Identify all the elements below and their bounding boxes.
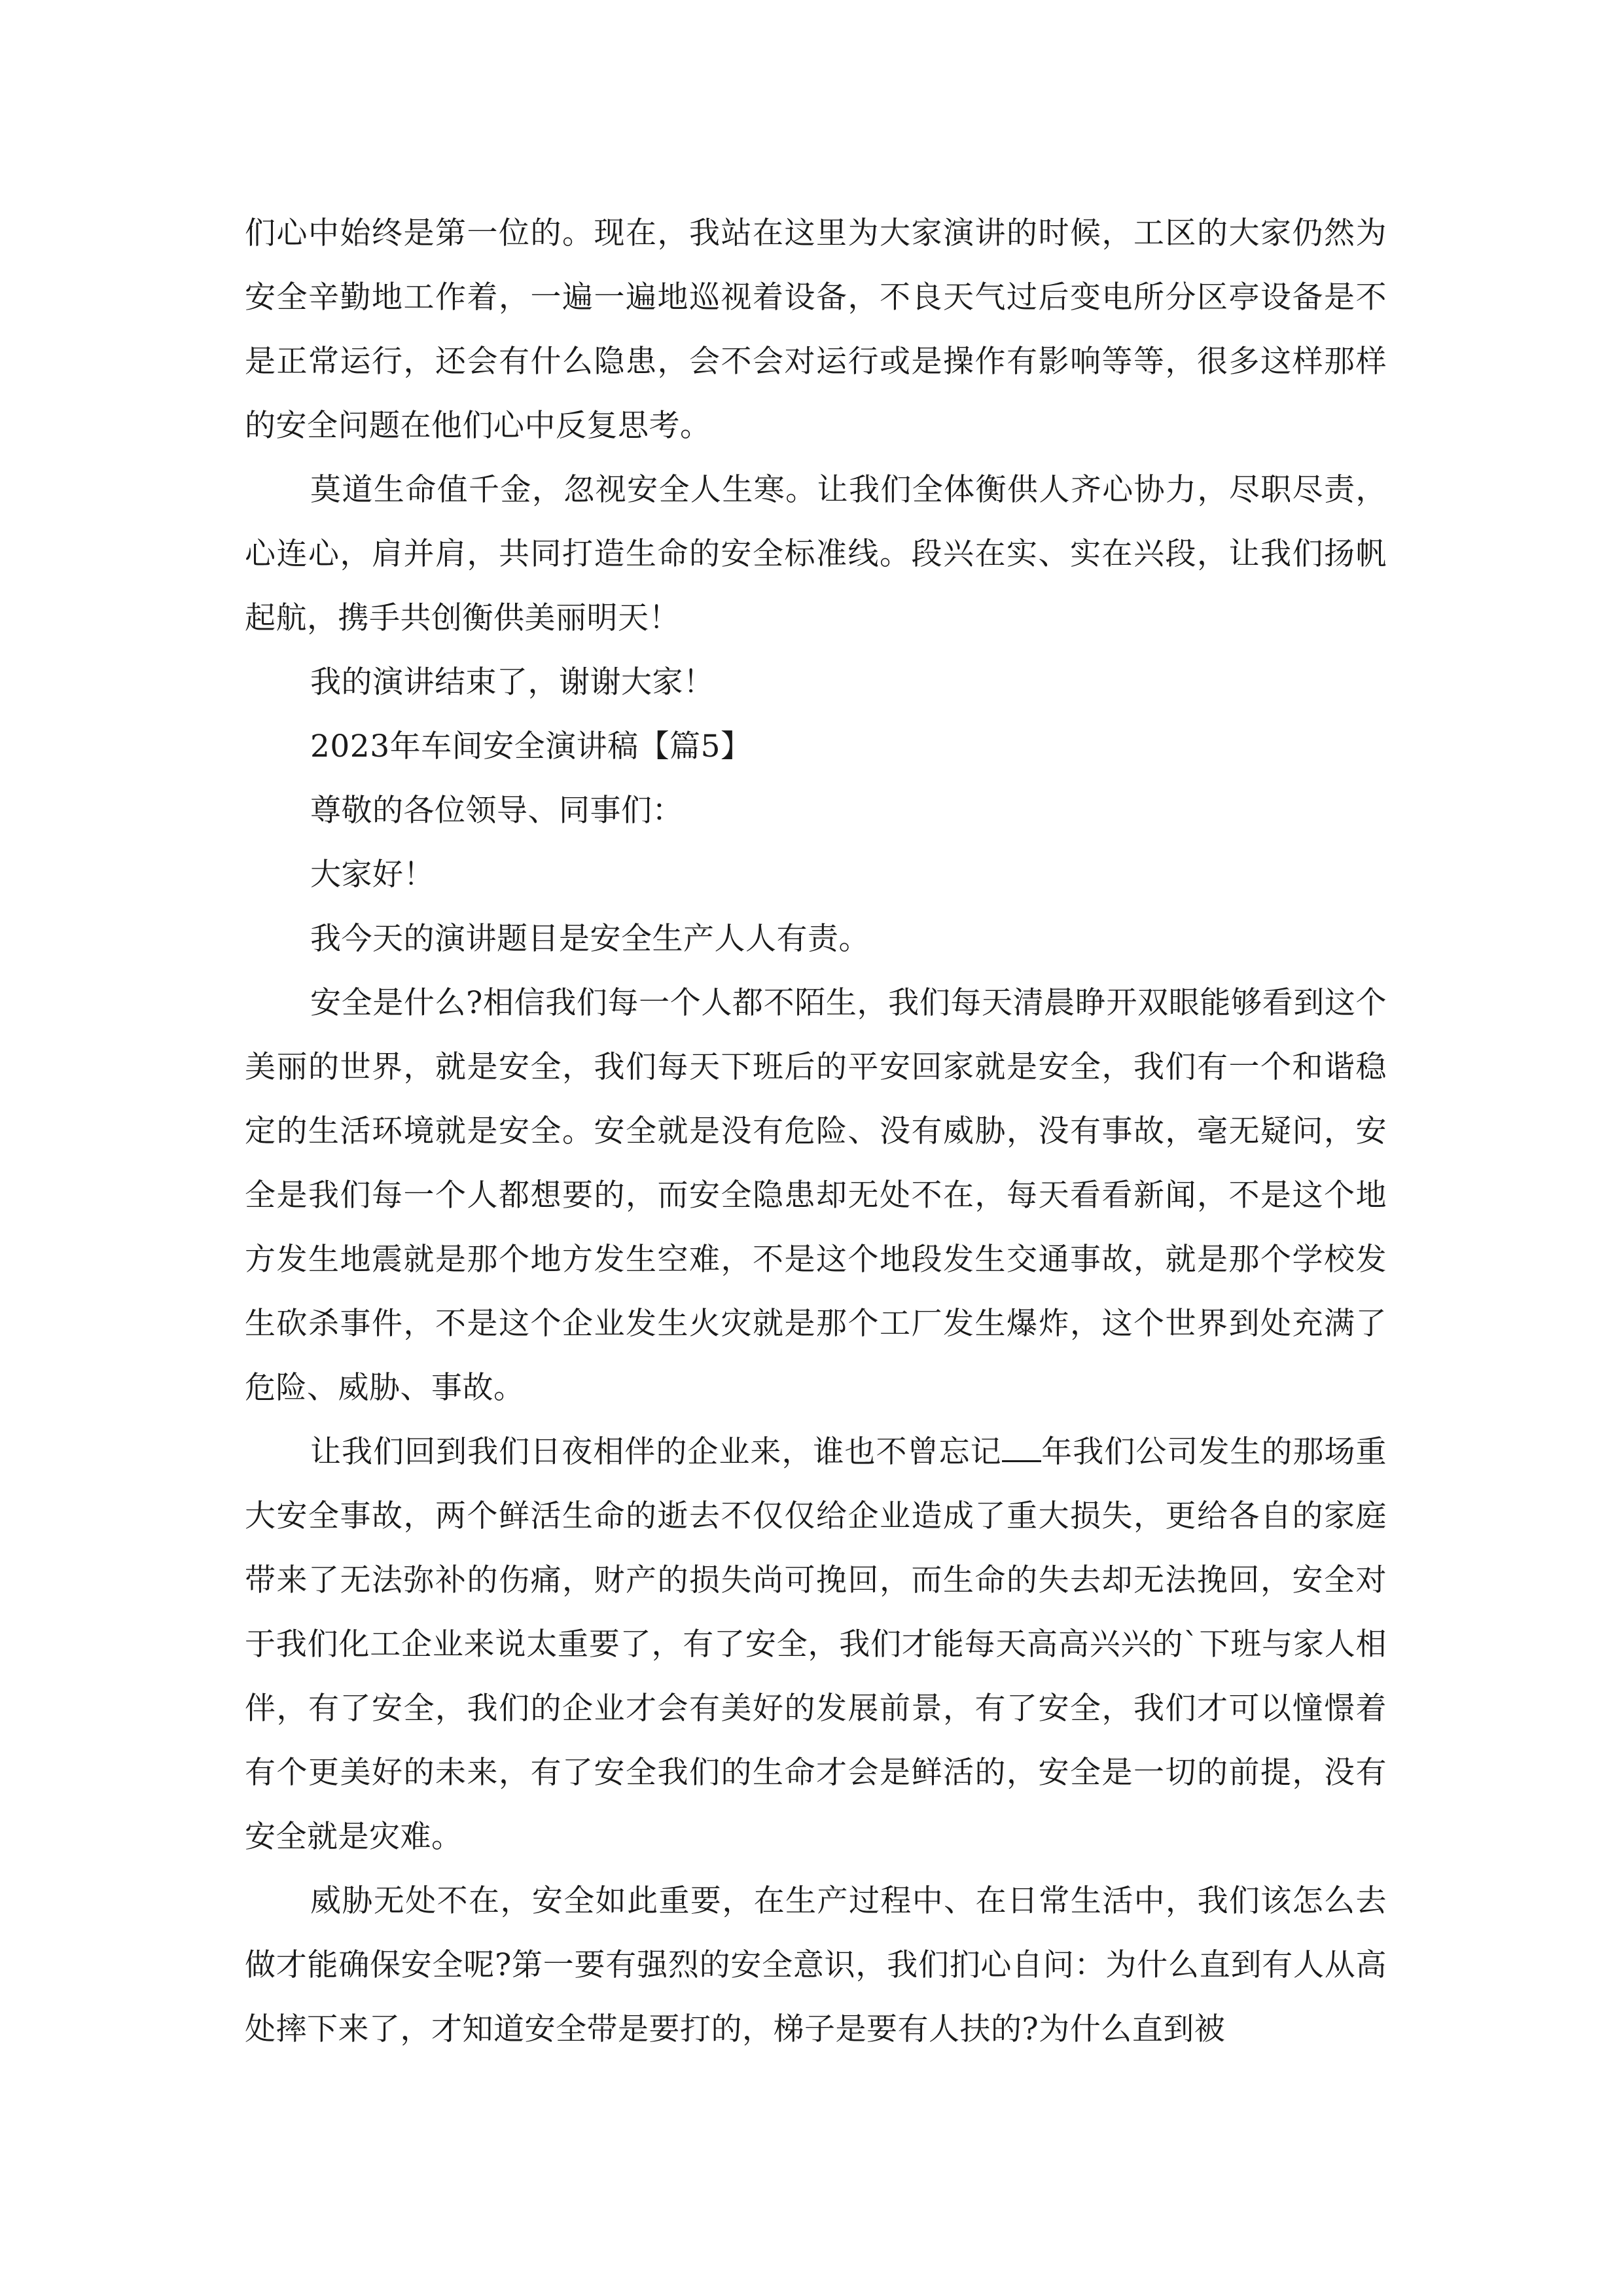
paragraph-company-accident-part1: 让我们回到我们日夜相伴的企业来，谁也不曾忘记 [310,1434,1002,1470]
paragraph-how-to-ensure-safety: 威胁无处不在，安全如此重要，在生产过程中、在日常生活中，我们该怎么去做才能确保安全呢?第一要有强烈的安全意识，我们扪心自问：为什么直到有人从高处摔下来了，才知道安全带是要打的，梯子是要有人扶的?为什么直到被 [245,1883,1387,2047]
speech-topic: 我今天的演讲题目是安全生产人人有责。 [310,921,870,957]
section-heading: 2023年车间安全演讲稿【篇5】 [310,728,752,764]
salutation: 尊敬的各位领导、同事们： [310,793,683,829]
year-blank [1002,1434,1041,1462]
paragraph-company-accident [245,1420,1387,1869]
paragraph-closing-call: 莫道生命值千金，忽视安全人生寒。让我们全体衡供人齐心协力，尽职尽责，心连心，肩并肩，共同打造生命的安全标准线。段兴在实、实在兴段，让我们扬帆起航，携手共创衡供美丽明天！ [245,472,1387,636]
document-body [245,202,1387,2062]
paragraph-company-accident-part2: 年我们公司发生的那场重大安全事故，两个鲜活生命的逝去不仅仅给企业造成了重大损失，更给各自的家庭带来了无法弥补的伤痛，财产的损失尚可挽回，而生命的失去却无法挽回，安全对于我们化工企业来说太重要了，有了安全，我们才能每天高高兴兴的`下班与家人相伴，有了安全，我们的企业才会有美好的发展前景，有了安全，我们才可以憧憬着有个更美好的未来，有了安全我们的生命才会是鲜活的，安全是一切的前提，没有安全就是灾难。 [245,1434,1387,1855]
greeting: 大家好！ [310,857,435,893]
paragraph-end-of-speech: 我的演讲结束了，谢谢大家！ [310,664,715,700]
paragraph-what-is-safety: 安全是什么?相信我们每一个人都不陌生，我们每天清晨睁开双眼能够看到这个美丽的世界，就是安全，我们每天下班后的平安回家就是安全，我们有一个和谐稳定的生活环境就是安全。安全就是没有危险、没有威胁，没有事故，毫无疑问，安全是我们每一个人都想要的，而安全隐患却无处不在，每天看看新闻，不是这个地方发生地震就是那个地方发生空难，不是这个地段发生交通事故，就是那个学校发生砍杀事件，不是这个企业发生火灾就是那个工厂发生爆炸，这个世界到处充满了危险、威胁、事故。 [245,985,1387,1406]
paragraph-continuation: 们心中始终是第一位的。现在，我站在这里为大家演讲的时候，工区的大家仍然为安全辛勤地工作着，一遍一遍地巡视着设备，不良天气过后变电所分区亭设备是不是正常运行，还会有什么隐患，会不会对运行或是操作有影响等等，很多这样那样的安全问题在他们心中反复思考。 [245,215,1387,444]
